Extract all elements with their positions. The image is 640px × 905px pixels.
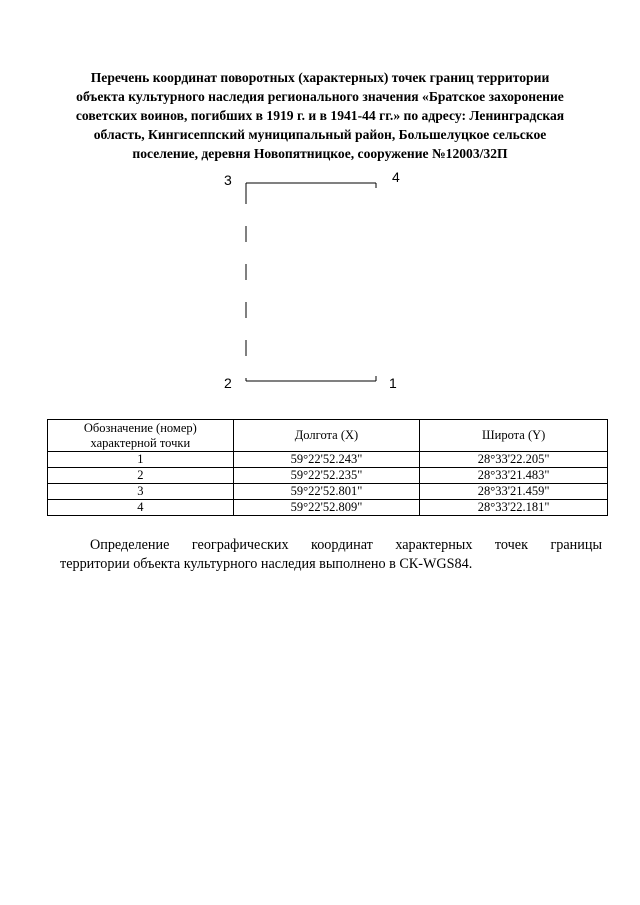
table-row xyxy=(48,484,608,500)
coordinate-system-note xyxy=(60,536,602,574)
header-point: Обозначение (номер) характерной точки xyxy=(48,420,234,452)
table-row xyxy=(48,500,608,516)
document-title xyxy=(50,68,590,163)
header-latitude: Широта (Y) xyxy=(420,420,608,452)
cell-point: 3 xyxy=(48,484,234,500)
title-line-1: Перечень координат поворотных (характерных) точек границ территории xyxy=(90,70,550,85)
cell-latitude: 28°33'22.181" xyxy=(420,500,608,516)
note-word: точек xyxy=(494,537,528,553)
cell-longitude: 59°22'52.801" xyxy=(233,484,420,500)
cell-latitude: 28°33'21.459" xyxy=(420,484,608,500)
title-line-4: область, Кингисеппский муниципальный район, Большелуцкое сельское xyxy=(93,127,547,142)
note-word: географических xyxy=(191,537,289,553)
table-row xyxy=(48,452,608,468)
note-word: границы xyxy=(550,537,602,553)
title-line-5: поселение, деревня Новопятницкое, сооружение №12003/32П xyxy=(132,146,508,161)
header-longitude: Долгота (X) xyxy=(233,420,420,452)
note-line-2: территории объекта культурного наследия выполнено в СК-WGS84. xyxy=(60,556,473,572)
note-line-1 xyxy=(60,536,602,555)
table-row xyxy=(48,468,608,484)
point-label-3: 3 xyxy=(224,172,232,188)
coordinates-table xyxy=(47,419,608,516)
note-word: характерных xyxy=(395,537,473,553)
point-label-2: 2 xyxy=(224,375,232,391)
cell-point: 4 xyxy=(48,500,234,516)
title-line-2: объекта культурного наследия регионального значения «Братское захоронение xyxy=(76,89,564,104)
cell-latitude: 28°33'21.483" xyxy=(420,468,608,484)
cell-longitude: 59°22'52.235" xyxy=(233,468,420,484)
note-word: координат xyxy=(311,537,373,553)
cell-longitude: 59°22'52.243" xyxy=(233,452,420,468)
cell-point: 2 xyxy=(48,468,234,484)
point-label-1: 1 xyxy=(389,375,397,391)
cell-latitude: 28°33'22.205" xyxy=(420,452,608,468)
note-word: Определение xyxy=(90,537,170,553)
cell-point: 1 xyxy=(48,452,234,468)
table-header-row xyxy=(48,420,608,452)
point-label-4: 4 xyxy=(392,169,400,185)
title-line-3: советских воинов, погибших в 1919 г. и в 1941-44 гг.» по адресу: Ленинградская xyxy=(75,108,565,123)
cell-longitude: 59°22'52.809" xyxy=(233,500,420,516)
